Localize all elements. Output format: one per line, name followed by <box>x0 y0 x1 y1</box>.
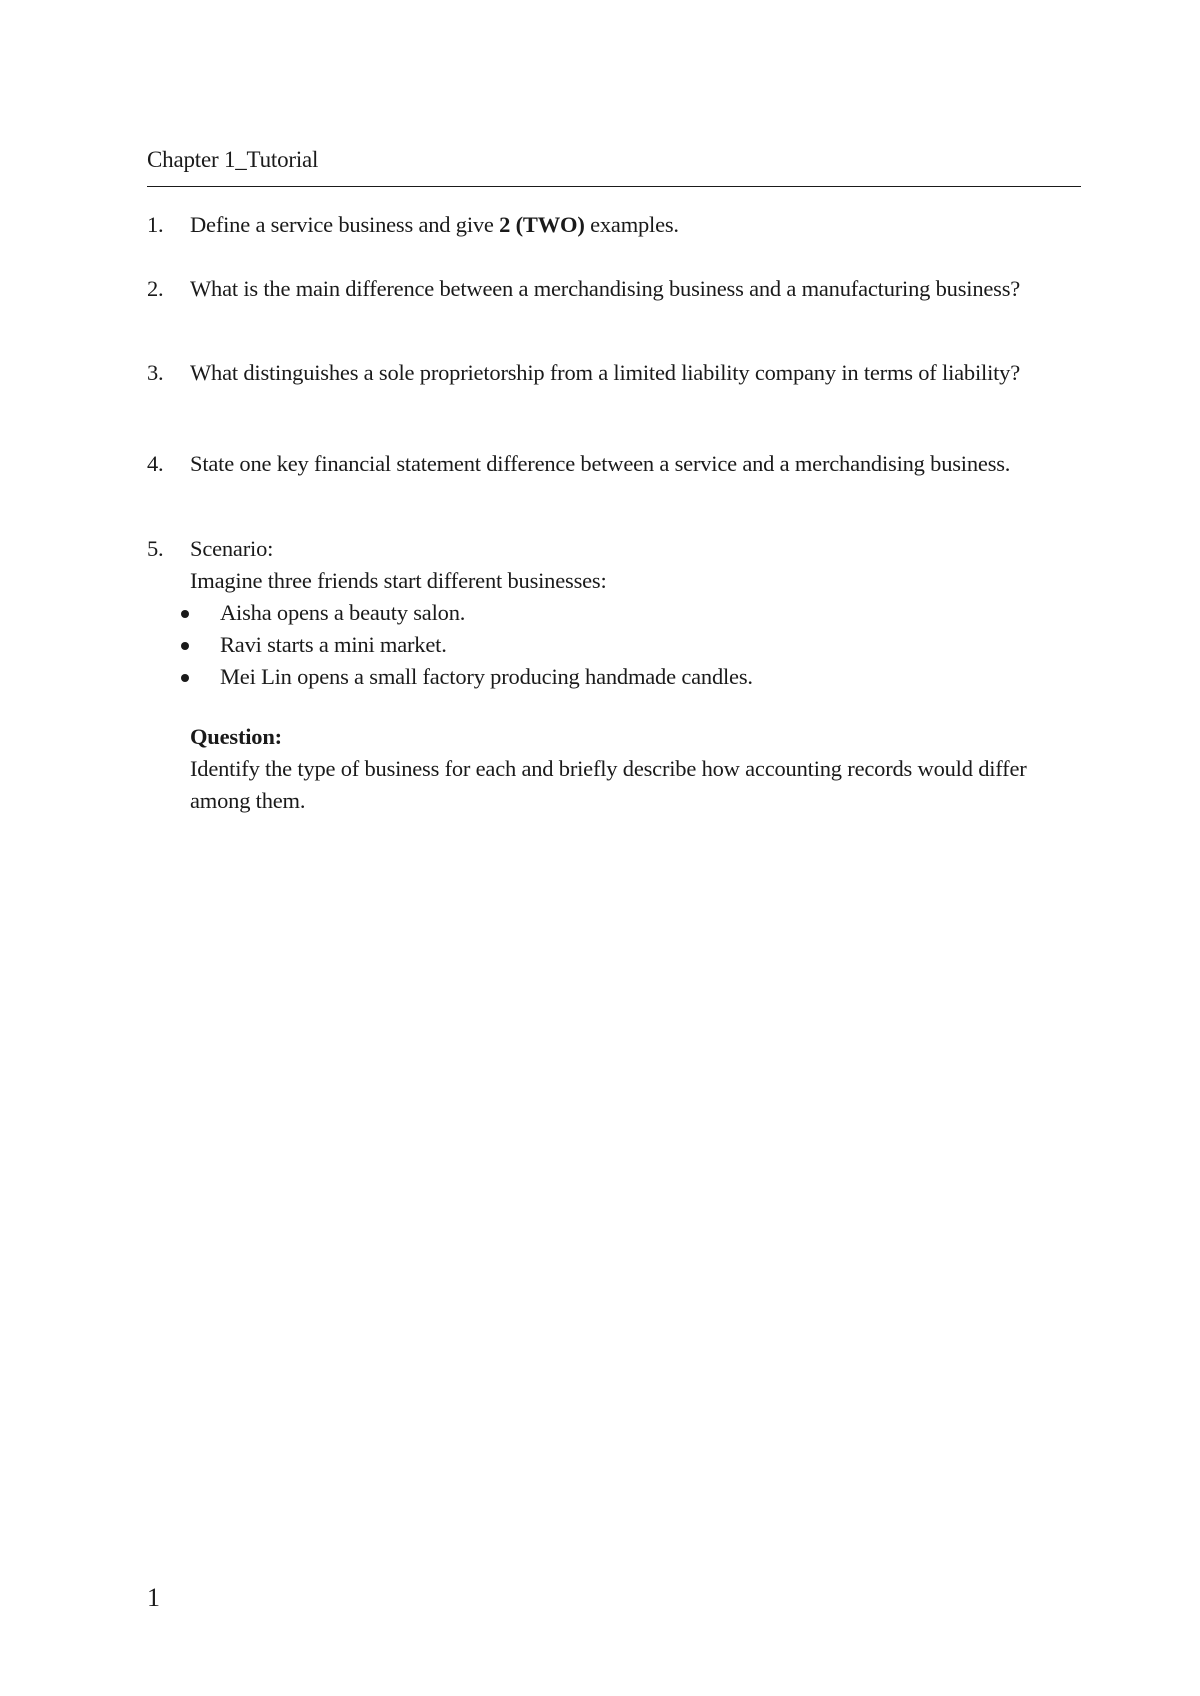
question-text <box>190 210 1067 239</box>
question-text-part: Define a service business and give <box>190 212 500 237</box>
page-title: Chapter 1_Tutorial <box>147 147 319 172</box>
page-number: 1 <box>147 1583 160 1612</box>
list-item-text: Aisha opens a beauty salon. <box>220 600 466 625</box>
scenario-intro: Imagine three friends start different businesses: <box>190 568 607 593</box>
question-number: 3. <box>147 360 164 385</box>
question-number: 1. <box>147 212 164 237</box>
list-item <box>147 629 1067 661</box>
question-text: What distinguishes a sole proprietorship from a limited liability company in terms of liability? <box>190 360 1021 385</box>
scenario-list <box>147 597 1067 693</box>
question-number: 2. <box>147 276 164 301</box>
question-text: Identify the type of business for each and briefly describe how accounting records would differ among them. <box>190 756 1027 813</box>
list-item-text: Mei Lin opens a small factory producing handmade candles. <box>220 664 753 689</box>
scenario-label: Scenario: <box>190 536 274 561</box>
question-item-2 <box>147 274 1047 303</box>
question-text-part: examples. <box>584 212 679 237</box>
question-text: What is the main difference between a merchandising business and a manufacturing business? <box>190 276 1021 301</box>
question-item-1 <box>147 210 1067 239</box>
question-number: 4. <box>147 451 164 476</box>
header-divider <box>147 186 1081 187</box>
bullet-icon <box>181 674 189 682</box>
list-item-text: Ravi starts a mini market. <box>220 632 447 657</box>
question-label: Question: <box>190 724 282 749</box>
list-item <box>147 597 1067 629</box>
question-item-3 <box>147 357 1064 389</box>
question-text: State one key financial statement difference between a service and a merchandising business. <box>190 451 1011 476</box>
bullet-icon <box>181 610 189 618</box>
bullet-icon <box>181 642 189 650</box>
question-number: 5. <box>147 536 164 561</box>
list-item <box>147 661 1067 693</box>
question-text-emphasis: 2 (TWO) <box>499 212 585 237</box>
question-item-5 <box>147 533 1067 817</box>
question-item-4 <box>147 449 1047 478</box>
scenario-block <box>190 533 1067 817</box>
